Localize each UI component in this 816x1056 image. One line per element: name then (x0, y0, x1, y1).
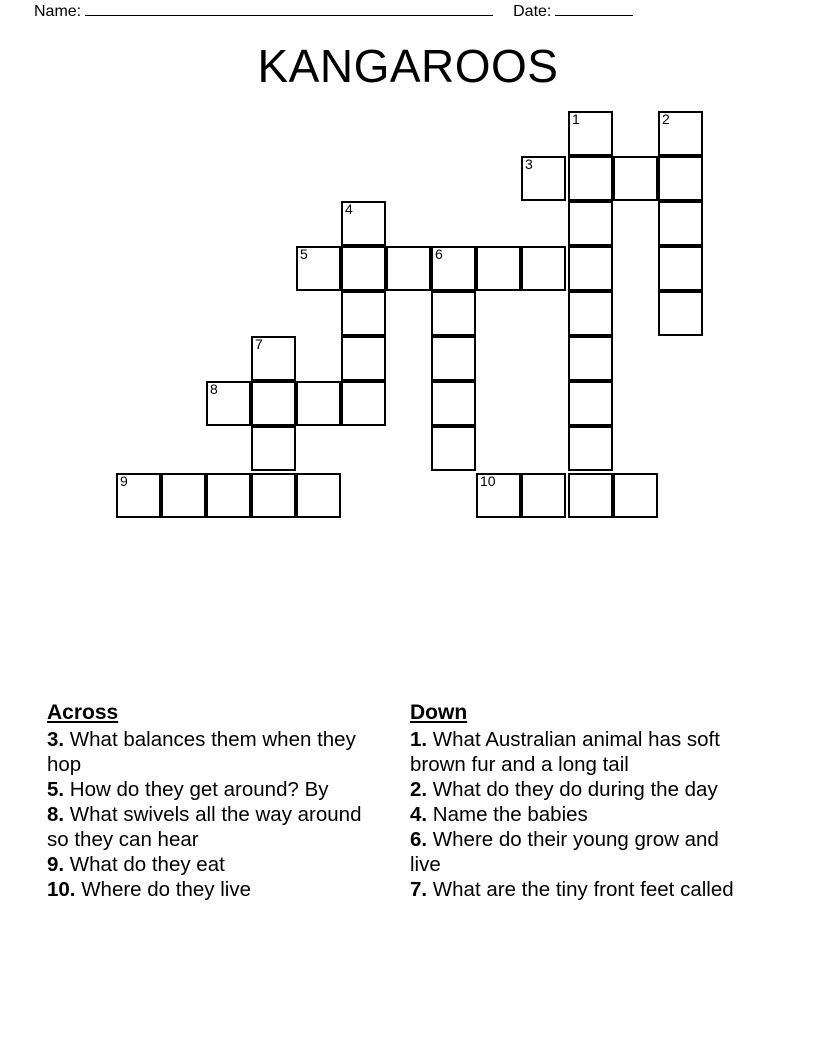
crossword-cell-start-6[interactable] (431, 246, 476, 291)
down-clues-column (410, 700, 745, 902)
crossword-cell-start-10[interactable] (476, 473, 521, 518)
name-label: Name: (34, 3, 82, 20)
crossword-cell-number: 10 (480, 473, 496, 489)
crossword-cell-number: 8 (210, 381, 218, 397)
crossword-cell[interactable] (431, 426, 476, 471)
crossword-cell[interactable] (568, 246, 613, 291)
crossword-cell[interactable] (161, 473, 206, 518)
crossword-cell-start-8[interactable] (206, 381, 251, 426)
crossword-cell[interactable] (568, 201, 613, 246)
clue-text: Where do their young grow and live (410, 828, 719, 876)
clue-text: What do they eat (64, 853, 225, 876)
clue-number: 3. (47, 728, 65, 751)
clue-item (47, 852, 377, 877)
crossword-cell[interactable] (521, 473, 566, 518)
crossword-cell[interactable] (521, 246, 566, 291)
clue-item (410, 727, 745, 777)
crossword-cell[interactable] (613, 473, 658, 518)
crossword-cell[interactable] (431, 336, 476, 381)
crossword-cell[interactable] (206, 473, 251, 518)
crossword-cell-start-7[interactable] (251, 336, 296, 381)
crossword-cell[interactable] (296, 473, 341, 518)
crossword-cell[interactable] (658, 201, 703, 246)
crossword-cell-start-2[interactable] (658, 111, 703, 156)
clue-number: 9. (47, 853, 65, 876)
down-clue-list (410, 727, 745, 902)
clue-number: 10. (47, 878, 76, 901)
crossword-cell[interactable] (658, 246, 703, 291)
crossword-cell-start-3[interactable] (521, 156, 566, 201)
crossword-cell[interactable] (341, 246, 386, 291)
crossword-cell[interactable] (341, 291, 386, 336)
clue-number: 1. (410, 728, 428, 751)
clue-number: 2. (410, 778, 428, 801)
crossword-cell[interactable] (251, 426, 296, 471)
crossword-cell[interactable] (476, 246, 521, 291)
crossword-cell[interactable] (613, 156, 658, 201)
crossword-cell-number: 7 (255, 336, 263, 352)
crossword-cell-number: 1 (572, 111, 580, 127)
crossword-cell[interactable] (658, 291, 703, 336)
clue-text: What Australian animal has soft brown fur and a long tail (410, 728, 720, 776)
crossword-cell-start-4[interactable] (341, 201, 386, 246)
clue-item (47, 877, 377, 902)
clue-text: Where do they live (75, 878, 251, 901)
crossword-cell[interactable] (251, 473, 296, 518)
crossword-cell[interactable] (568, 336, 613, 381)
crossword-cell-start-5[interactable] (296, 246, 341, 291)
crossword-cell[interactable] (431, 291, 476, 336)
crossword-cell-start-1[interactable] (568, 111, 613, 156)
crossword-cell[interactable] (568, 156, 613, 201)
crossword-cell[interactable] (568, 426, 613, 471)
crossword-cell-start-9[interactable] (116, 473, 161, 518)
across-heading: Across (47, 701, 119, 724)
clue-item (410, 877, 745, 902)
crossword-cell-number: 3 (525, 156, 533, 172)
date-label: Date: (513, 3, 552, 20)
clue-number: 7. (410, 878, 428, 901)
clue-text: How do they get around? By (64, 778, 329, 801)
crossword-cell-number: 4 (345, 201, 353, 217)
clues-section (0, 700, 816, 1000)
clue-item (47, 727, 377, 777)
crossword-cell[interactable] (296, 381, 341, 426)
clue-text: Name the babies (427, 803, 588, 826)
clue-number: 6. (410, 828, 428, 851)
crossword-cell-number: 6 (435, 246, 443, 262)
clue-text: What are the tiny front feet called (427, 878, 734, 901)
clue-number: 8. (47, 803, 65, 826)
clue-item (410, 827, 745, 877)
clue-item (47, 802, 377, 852)
clue-item (410, 802, 745, 827)
crossword-cell[interactable] (431, 381, 476, 426)
down-heading: Down (410, 701, 468, 724)
crossword-cell-number: 9 (120, 473, 128, 489)
crossword-cell[interactable] (568, 473, 613, 518)
crossword-cell-number: 5 (300, 246, 308, 262)
across-clues-column (47, 700, 377, 902)
clue-text: What do they do during the day (427, 778, 718, 801)
crossword-cell[interactable] (568, 381, 613, 426)
crossword-cell[interactable] (341, 336, 386, 381)
crossword-cell[interactable] (386, 246, 431, 291)
crossword-cell[interactable] (568, 291, 613, 336)
clue-number: 4. (410, 803, 428, 826)
across-clue-list (47, 727, 377, 902)
clue-item (410, 777, 745, 802)
page-title: KANGAROOS (257, 40, 559, 92)
clue-item (47, 777, 377, 802)
crossword-cell[interactable] (341, 381, 386, 426)
crossword-cell-number: 2 (662, 111, 670, 127)
clue-text: What swivels all the way around so they can hear (47, 803, 362, 851)
crossword-cell[interactable] (658, 156, 703, 201)
crossword-cell[interactable] (251, 381, 296, 426)
clue-text: What balances them when they hop (47, 728, 356, 776)
clue-number: 5. (47, 778, 65, 801)
